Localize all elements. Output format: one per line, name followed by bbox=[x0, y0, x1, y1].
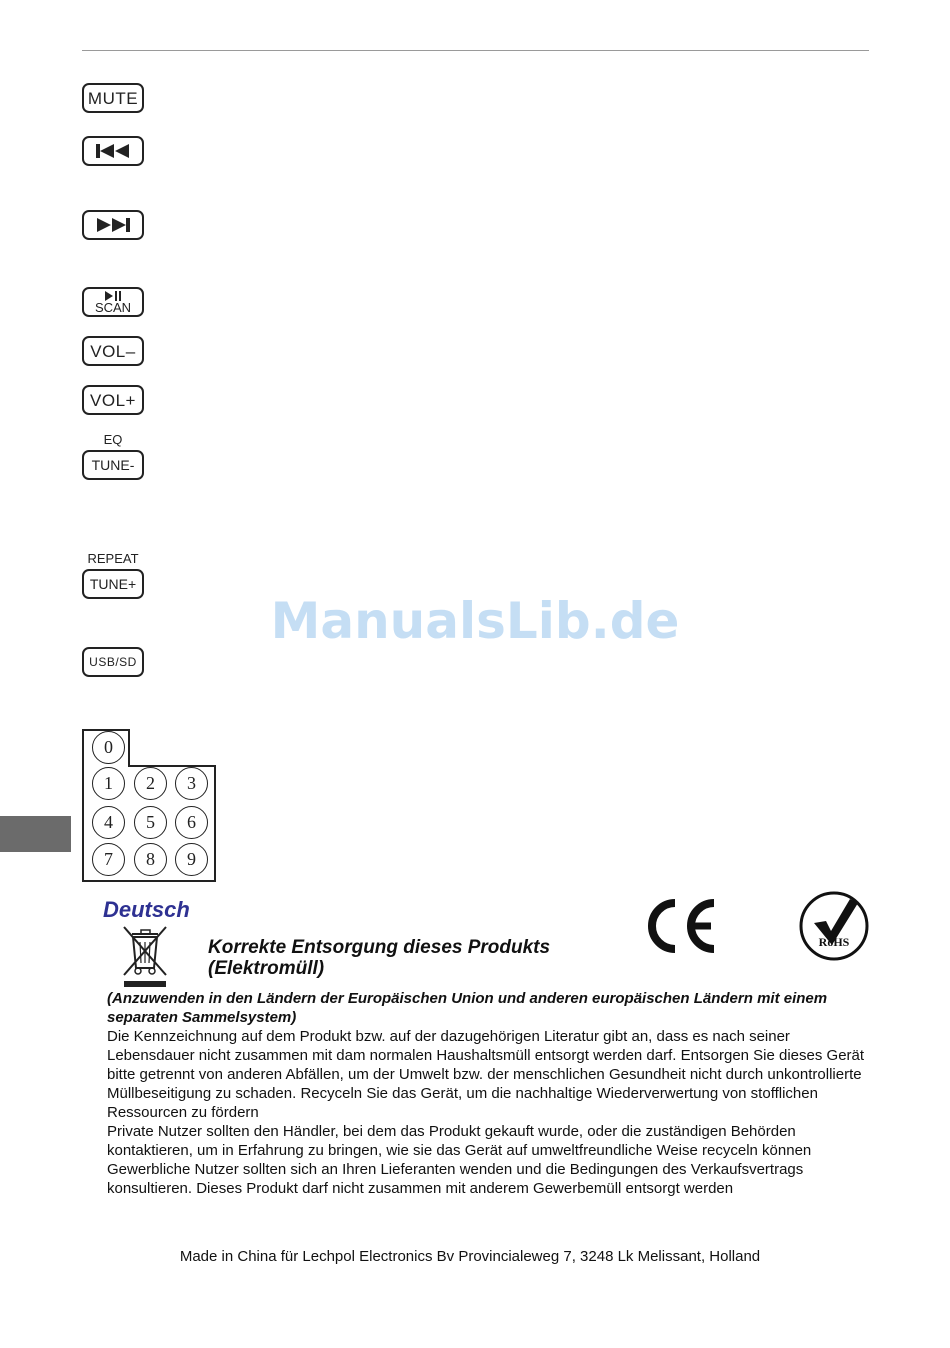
vol-minus-label: VOL– bbox=[90, 341, 136, 361]
repeat-label: REPEAT bbox=[87, 551, 139, 566]
disposal-title-line2: (Elektromüll) bbox=[208, 958, 325, 979]
rohs-mark-icon bbox=[798, 890, 870, 967]
top-divider bbox=[82, 50, 869, 51]
disposal-paragraph-1: Die Kennzeichnung auf dem Produkt bzw. auf der dazugehörigen Literatur gibt an, dass es nach seiner Lebensdauer nicht zusammen mit dam normalen Haushaltsmüll entsorgt werden darf. Entsorgen Sie dieses Gerät bitte getrennt von anderen Abfällen, um der Umwelt bzw. der menschlichen Gesundheit nicht durch unkontrollierte Müllbeseitigung zu schaden. Recyceln Sie das Gerät, um die nachhaltige Wiederverwertung von stofflichen Ressourcen zu fördern bbox=[107, 1028, 865, 1121]
digit-key-7: 7 bbox=[92, 843, 125, 876]
digit-key-3: 3 bbox=[175, 767, 208, 800]
digit-key-6: 6 bbox=[175, 806, 208, 839]
usb-sd-label: USB/SD bbox=[89, 655, 137, 669]
section-tab-marker bbox=[0, 816, 71, 852]
mute-button-illustration bbox=[82, 83, 144, 113]
disposal-paragraph-2: Private Nutzer sollten den Händler, bei dem das Produkt gekauft wurde, oder die zuständigen Behörden kontaktieren, um in Erfahrung zu bringen, wie sie das Gerät auf umweltfreundliche Weise recyceln können bbox=[107, 1123, 812, 1159]
skip-forward-icon bbox=[94, 217, 132, 233]
digit-key-8: 8 bbox=[134, 843, 167, 876]
eq-label: EQ bbox=[103, 432, 123, 447]
skip-back-icon bbox=[94, 143, 132, 159]
digit-key-2: 2 bbox=[134, 767, 167, 800]
volume-down-button-illustration bbox=[82, 336, 144, 366]
digit-key-1: 1 bbox=[92, 767, 125, 800]
play-pause-scan-button-illustration bbox=[82, 287, 144, 317]
next-button-illustration bbox=[82, 210, 144, 240]
manufacturer-footer: Made in China für Lechpol Electronics Bv Provincialeweg 7, 3248 Lk Melissant, Holland bbox=[179, 1248, 761, 1265]
usb-sd-button-illustration bbox=[82, 647, 144, 677]
watermark: ManualsLib.de bbox=[270, 592, 680, 650]
mute-label: MUTE bbox=[87, 88, 139, 108]
volume-up-button-illustration bbox=[82, 385, 144, 415]
previous-button-illustration bbox=[82, 136, 144, 166]
ce-mark-icon bbox=[641, 896, 721, 961]
digit-key-0: 0 bbox=[92, 731, 125, 764]
play-pause-icon bbox=[104, 291, 122, 301]
digit-key-4: 4 bbox=[92, 806, 125, 839]
tune-minus-button-illustration bbox=[82, 450, 144, 480]
disposal-text bbox=[107, 989, 867, 1198]
disposal-title bbox=[208, 937, 550, 979]
disposal-title-line1: Korrekte Entsorgung dieses Produkts bbox=[208, 937, 551, 958]
vol-plus-label: VOL+ bbox=[90, 390, 136, 410]
digit-key-9: 9 bbox=[175, 843, 208, 876]
disposal-paragraph-3: Gewerbliche Nutzer sollten sich an Ihren Lieferanten wenden und die Bedingungen des Verkaufsvertrags konsultieren. Dieses Produkt darf nicht zusammen mit anderem Gewerbemüll entsorgt werden bbox=[107, 1161, 804, 1197]
weee-bin-icon bbox=[120, 925, 172, 994]
tune-minus-label: TUNE- bbox=[91, 457, 135, 473]
disposal-scope: (Anzuwenden in den Ländern der Europäischen Union und anderen europäischen Ländern mit einem separaten Sammelsystem) bbox=[107, 990, 828, 1026]
tune-plus-label: TUNE+ bbox=[89, 576, 137, 592]
language-heading: Deutsch bbox=[103, 897, 190, 922]
scan-label: SCAN bbox=[94, 299, 132, 315]
rohs-label: RoHS bbox=[818, 935, 850, 949]
digit-key-5: 5 bbox=[134, 806, 167, 839]
